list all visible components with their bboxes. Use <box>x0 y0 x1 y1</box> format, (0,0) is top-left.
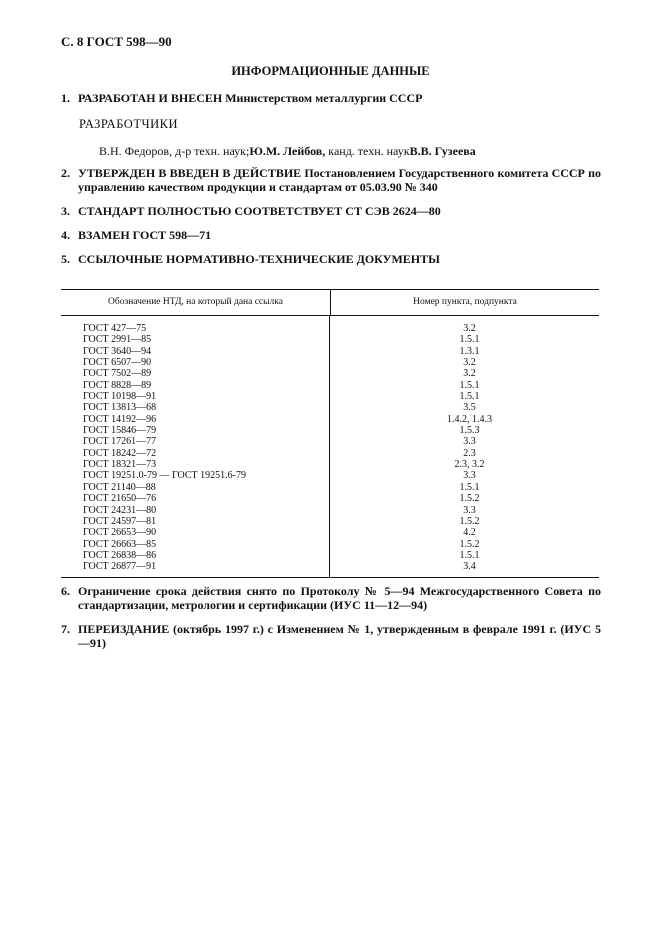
table-cell-clause: 1.5.1 <box>459 549 480 561</box>
table-cell-document: ГОСТ 2991—85 <box>83 334 152 346</box>
item-3 <box>61 204 601 218</box>
table-cell-clause: 3.3 <box>463 436 476 448</box>
item-number: 3. <box>61 204 70 218</box>
developer-3-name: В.В. Гузеева <box>409 144 476 158</box>
table-cell-document: ГОСТ 17261—77 <box>83 436 157 448</box>
table-cell-document: ГОСТ 6507—90 <box>83 357 152 369</box>
item-number: 1. <box>61 91 70 105</box>
item-text: ВЗАМЕН ГОСТ 598—71 <box>78 228 212 242</box>
item-text: ПЕРЕИЗДАНИЕ (октябрь 1997 г.) с Изменением № 1, утвержденным в феврале 1991 г. (ИУС 5—91) <box>78 622 601 650</box>
item-text: ССЫЛОЧНЫЕ НОРМАТИВНО-ТЕХНИЧЕСКИЕ ДОКУМЕНТЫ <box>78 252 440 266</box>
table-cell-document: ГОСТ 21140—88 <box>83 481 156 493</box>
table-cell-document: ГОСТ 21650—76 <box>83 493 157 505</box>
table-cell-document: ГОСТ 14192—96 <box>83 413 157 425</box>
item-number: 4. <box>61 228 70 242</box>
item-text: Ограничение срока действия снято по Протоколу № 5—94 Межгосударственного Совета по стандартизации, метрологии и сертификации (ИУС 11—12—94) <box>78 584 601 612</box>
table-body <box>61 316 599 577</box>
table-cell-document: ГОСТ 26663—85 <box>83 538 157 550</box>
table-cell-document: ГОСТ 13813—68 <box>83 402 157 414</box>
table-cell-clause: 4.2 <box>463 527 476 539</box>
table-cell-clause: 3.4 <box>463 561 476 573</box>
developer-2-title: канд. техн. наук <box>325 144 410 158</box>
item-text: РАЗРАБОТАН И ВНЕСЕН Министерством металлургии СССР <box>78 91 423 105</box>
item-number: 2. <box>61 166 70 180</box>
document-column <box>61 316 330 577</box>
table-cell-clause: 1.5.1 <box>459 379 480 391</box>
table-cell-clause: 1.3.1 <box>459 345 480 357</box>
item-4 <box>61 228 601 242</box>
table-cell-document: ГОСТ 24231—80 <box>83 504 157 516</box>
table-cell-clause: 3.3 <box>463 470 476 482</box>
clause-column <box>330 316 599 577</box>
references-table <box>61 289 599 578</box>
developer-1-title: В.Н. Федоров, д-р техн. наук; <box>99 144 250 158</box>
developers-label: РАЗРАБОТЧИКИ <box>79 117 178 131</box>
table-cell-clause: 1.5.3 <box>459 425 480 437</box>
item-5 <box>61 252 601 266</box>
table-cell-document: ГОСТ 18321—73 <box>83 459 157 471</box>
table-cell-document: ГОСТ 427—75 <box>83 323 147 334</box>
table-cell-clause: 3.5 <box>463 402 476 414</box>
page-header: С. 8 ГОСТ 598—90 <box>61 34 172 49</box>
table-cell-document: ГОСТ 26838—86 <box>83 549 157 561</box>
table-cell-clause: 3.2 <box>463 357 476 369</box>
table-cell-clause: 1.5.2 <box>459 515 480 527</box>
table-cell-clause: 1.4.2, 1.4.3 <box>447 413 492 425</box>
item-7 <box>61 622 601 650</box>
table-cell-document: ГОСТ 24597—81 <box>83 515 157 527</box>
table-cell-clause: 2.3 <box>463 447 476 459</box>
table-cell-clause: 1.5.1 <box>459 391 480 403</box>
table-cell-document: ГОСТ 26653—90 <box>83 527 157 539</box>
table-cell-document: ГОСТ 18242—72 <box>83 447 157 459</box>
item-number: 5. <box>61 252 70 266</box>
item-number: 7. <box>61 622 70 636</box>
item-number: 6. <box>61 584 70 598</box>
item-1 <box>61 91 601 105</box>
table-cell-clause: 1.5.1 <box>459 481 480 493</box>
table-header <box>61 290 599 316</box>
table-cell-clause: 3.2 <box>463 368 476 380</box>
table-cell-document: ГОСТ 10198—91 <box>83 391 157 403</box>
table-cell-clause: 1.5.2 <box>459 538 480 550</box>
table-cell-clause: 2.3, 3.2 <box>454 459 485 471</box>
table-cell-document: ГОСТ 15846—79 <box>83 425 157 437</box>
table-cell-document: ГОСТ 3640—94 <box>83 345 152 357</box>
table-cell-clause: 1.5.1 <box>459 334 480 346</box>
item-6 <box>61 584 601 612</box>
item-text: СТАНДАРТ ПОЛНОСТЬЮ СООТВЕТСТВУЕТ СТ СЭВ 2624—80 <box>78 204 441 218</box>
item-2 <box>61 166 601 194</box>
table-cell-document: ГОСТ 26877—91 <box>83 561 157 573</box>
column-header-clause: Номер пункта, подпункта <box>413 297 517 307</box>
table-cell-document: ГОСТ 7502—89 <box>83 368 152 380</box>
table-bottom-rule <box>61 577 599 578</box>
column-header-document: Обозначение НТД, на который дана ссылка <box>61 290 331 315</box>
table-cell-clause: 1.5.2 <box>459 493 480 505</box>
table-cell-document: ГОСТ 8828—89 <box>83 379 152 391</box>
document-title: ИНФОРМАЦИОННЫЕ ДАННЫЕ <box>231 64 430 78</box>
developers-list <box>99 144 476 159</box>
table-cell-clause: 3.3 <box>463 504 476 516</box>
table-cell-clause: 3.2 <box>463 323 476 334</box>
developer-2-name: Ю.М. Лейбов, <box>249 144 326 158</box>
item-text: УТВЕРЖДЕН В ВВЕДЕН В ДЕЙСТВИЕ Постановлением Государственного комитета СССР по управлению качеством продукции и стандартам от 05.03.90 № 340 <box>78 166 601 194</box>
table-cell-document: ГОСТ 19251.0-79 — ГОСТ 19251.6-79 <box>83 470 246 482</box>
